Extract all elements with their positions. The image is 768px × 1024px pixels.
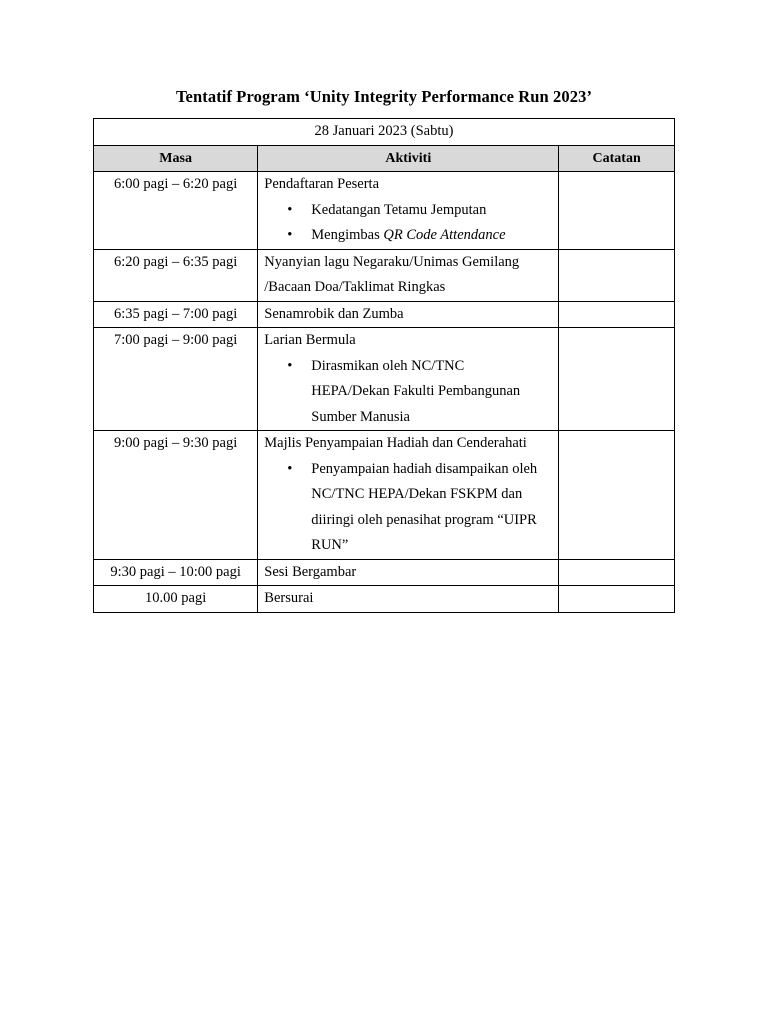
aktiviti-line: /Bacaan Doa/Taklimat Ringkas	[264, 279, 446, 295]
bullet-italic: QR Code Attendance	[383, 227, 506, 243]
bullet-list	[264, 457, 552, 559]
aktiviti-text: Majlis Penyampaian Hadiah dan Cenderahati	[264, 435, 527, 451]
masa-cell: 6:00 pagi – 6:20 pagi	[94, 172, 258, 250]
aktiviti-cell	[258, 328, 559, 431]
bullet-item	[311, 223, 552, 249]
catatan-cell	[559, 249, 675, 301]
catatan-cell	[559, 328, 675, 431]
date-row	[94, 119, 675, 146]
bullet-item	[311, 457, 552, 559]
aktiviti-cell: Sesi Bergambar	[258, 559, 559, 586]
header-masa: Masa	[94, 145, 258, 172]
bullet-item	[311, 354, 552, 431]
table-row	[94, 328, 675, 431]
aktiviti-cell: Senamrobik dan Zumba	[258, 301, 559, 328]
masa-cell: 9:30 pagi – 10:00 pagi	[94, 559, 258, 586]
header-row	[94, 145, 675, 172]
bullet-line: diiringi oleh penasihat program “UIPR	[311, 511, 537, 528]
bullet-line: HEPA/Dekan Fakulti Pembangunan	[311, 383, 521, 399]
masa-cell: 7:00 pagi – 9:00 pagi	[94, 328, 258, 431]
table-row	[94, 249, 675, 301]
bullet-list	[264, 198, 552, 249]
header-catatan: Catatan	[559, 145, 675, 172]
masa-cell: 6:35 pagi – 7:00 pagi	[94, 301, 258, 328]
catatan-cell	[559, 431, 675, 560]
schedule-table	[93, 118, 675, 613]
table-row	[94, 172, 675, 250]
aktiviti-line: Nyanyian lagu Negaraku/Unimas Gemilang	[264, 253, 520, 270]
masa-cell: 9:00 pagi – 9:30 pagi	[94, 431, 258, 560]
table-row	[94, 301, 675, 328]
bullet-list	[264, 354, 552, 431]
bullet-line: • Dirasmikan oleh NC/TNC	[311, 357, 465, 374]
aktiviti-text: Larian Bermula	[264, 332, 356, 348]
masa-cell: 10.00 pagi	[94, 586, 258, 613]
table-row	[94, 431, 675, 560]
aktiviti-text: Pendaftaran Peserta	[264, 176, 380, 192]
bullet-line: NC/TNC HEPA/Dekan FSKPM dan	[311, 486, 523, 502]
catatan-cell	[559, 559, 675, 586]
bullet-line: RUN”	[311, 537, 349, 553]
bullet-line: • Penyampaian hadiah disampaikan oleh	[311, 460, 538, 477]
table-row	[94, 559, 675, 586]
page-title: Tentatif Program ‘Unity Integrity Performance Run 2023’	[175, 87, 593, 106]
header-aktiviti: Aktiviti	[258, 145, 559, 172]
catatan-cell	[559, 586, 675, 613]
bullet-item: • Kedatangan Tetamu Jemputan	[311, 198, 552, 224]
bullet-line: Sumber Manusia	[311, 408, 410, 425]
catatan-cell	[559, 172, 675, 250]
catatan-cell	[559, 301, 675, 328]
aktiviti-cell	[258, 431, 559, 560]
aktiviti-cell: Bersurai	[258, 586, 559, 613]
aktiviti-cell	[258, 249, 559, 301]
bullet-prefix: Mengimbas	[311, 227, 384, 243]
masa-cell: 6:20 pagi – 6:35 pagi	[94, 249, 258, 301]
table-row	[94, 586, 675, 613]
aktiviti-cell	[258, 172, 559, 250]
date-cell: 28 Januari 2023 (Sabtu)	[94, 119, 675, 146]
